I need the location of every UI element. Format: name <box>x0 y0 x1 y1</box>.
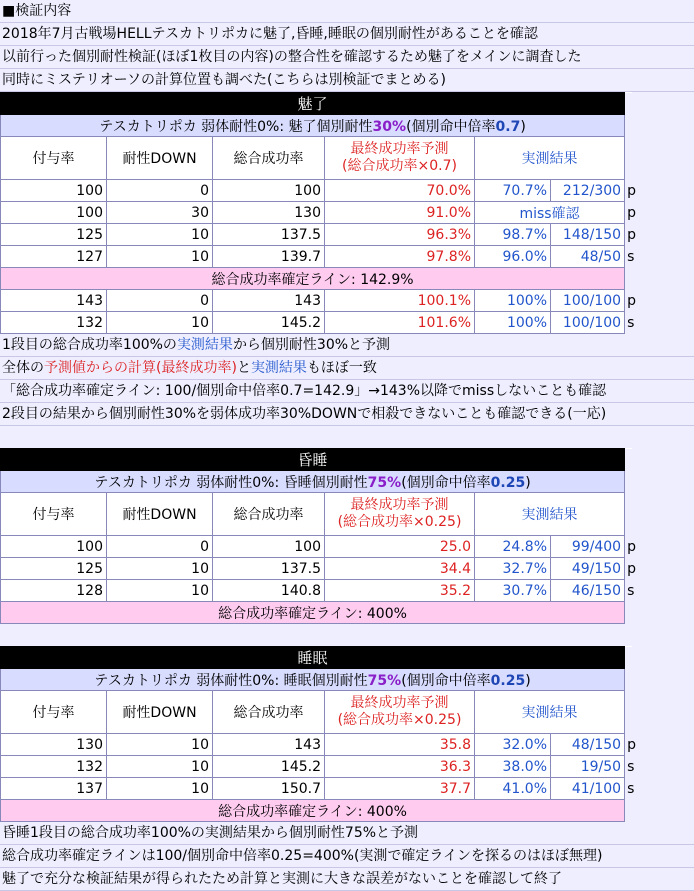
threshold-band: 総合成功率確定ライン: 142.9% <box>1 268 625 290</box>
table-cell <box>625 493 632 536</box>
table-row <box>1 224 632 246</box>
table-row <box>1 558 632 580</box>
table-cell: p <box>625 202 632 224</box>
table-row <box>1 312 632 334</box>
sleep-table <box>0 646 636 822</box>
table-cell: 10 <box>107 734 213 756</box>
table-cell: 34.4 <box>325 558 475 580</box>
table-cell: 137.5 <box>213 558 325 580</box>
col-header-down: 耐性DOWN <box>107 493 213 536</box>
table-cell: 30 <box>107 202 213 224</box>
table-cell: 127 <box>1 246 107 268</box>
table-cell: 36.3 <box>325 756 475 778</box>
table-cell: 48/150 <box>551 734 625 756</box>
table-subtitle: テスカトリポカ 弱体耐性0%: 睡眠個別耐性75%(個別命中倍率0.25) <box>1 669 625 691</box>
table-cell: 145.2 <box>213 756 325 778</box>
table-cell <box>625 471 632 493</box>
conclusion-line: 昏睡1段目の総合成功率100%の実測結果から個別耐性75%と予測 <box>0 822 694 845</box>
table-cell: 10 <box>107 580 213 602</box>
table-cell: 130 <box>213 202 325 224</box>
table-cell: 30.7% <box>475 580 551 602</box>
table-cell: 100 <box>1 202 107 224</box>
table-cell: 143 <box>1 290 107 312</box>
table-title: 魅了 <box>1 93 625 115</box>
table-cell <box>625 93 632 115</box>
table-cell: p <box>625 290 632 312</box>
table-cell: 100% <box>475 290 551 312</box>
col-header-measured: 実測結果 <box>475 493 625 536</box>
table-cell: p <box>625 224 632 246</box>
table-cell: 10 <box>107 312 213 334</box>
col-header-measured: 実測結果 <box>475 137 625 180</box>
table-cell: 32.0% <box>475 734 551 756</box>
table-cell: 100/100 <box>551 312 625 334</box>
table-cell: 48/50 <box>551 246 625 268</box>
col-header-final: 最終成功率予測 (総合成功率×0.25) <box>325 493 475 536</box>
notes-block <box>0 334 694 426</box>
table-cell: 137 <box>1 778 107 800</box>
table-row <box>1 202 632 224</box>
table-cell: 125 <box>1 558 107 580</box>
table-cell: 212/300 <box>551 180 625 202</box>
table-cell: 100 <box>1 180 107 202</box>
table-cell: 41/100 <box>551 778 625 800</box>
table-cell: 100% <box>475 312 551 334</box>
table-cell: 96.3% <box>325 224 475 246</box>
col-header-total: 総合成功率 <box>213 493 325 536</box>
table-cell: 49/150 <box>551 558 625 580</box>
col-header-down: 耐性DOWN <box>107 137 213 180</box>
table-cell: p <box>625 536 632 558</box>
table-cell <box>625 647 632 669</box>
table-cell: 98.7% <box>475 224 551 246</box>
table-cell <box>625 669 632 691</box>
table-cell: 0 <box>107 180 213 202</box>
conclusion-line: 総合成功率確定ラインは100/個別命中倍率0.25=400%(実測で確定ラインを探るのはほぼ無理) <box>0 845 694 868</box>
threshold-band: 総合成功率確定ライン: 400% <box>1 602 625 624</box>
table-cell: 70.0% <box>325 180 475 202</box>
table-cell: 128 <box>1 580 107 602</box>
table-cell: 91.0% <box>325 202 475 224</box>
table-cell: 139.7 <box>213 246 325 268</box>
table-cell: 35.2 <box>325 580 475 602</box>
table-cell <box>625 800 632 822</box>
note-line: 「総合成功率確定ライン: 100/個別命中倍率0.7=142.9」→143%以降でmissしないことも確認 <box>0 380 694 403</box>
table-cell <box>625 137 632 180</box>
table-cell: 130 <box>1 734 107 756</box>
table-cell: 19/50 <box>551 756 625 778</box>
table-cell: 10 <box>107 778 213 800</box>
table-cell: 97.8% <box>325 246 475 268</box>
table-cell: s <box>625 580 632 602</box>
table-cell: 143 <box>213 290 325 312</box>
table-cell <box>625 602 632 624</box>
table-cell <box>625 115 632 137</box>
table-cell: s <box>625 756 632 778</box>
note-line: 2段目の結果から個別耐性30%を弱体成功率30%DOWNで相殺できないことも確認できる(一応) <box>0 403 694 426</box>
col-header-total: 総合成功率 <box>213 137 325 180</box>
table-cell: 145.2 <box>213 312 325 334</box>
table-cell: 10 <box>107 558 213 580</box>
table-cell: 132 <box>1 756 107 778</box>
table-cell: 125 <box>1 224 107 246</box>
table-cell: 0 <box>107 290 213 312</box>
table-row <box>1 778 632 800</box>
table-cell <box>625 691 632 734</box>
conclusion-block <box>0 822 694 891</box>
table-subtitle: テスカトリポカ 弱体耐性0%: 昏睡個別耐性75%(個別命中倍率0.25) <box>1 471 625 493</box>
table-cell: p <box>625 734 632 756</box>
table-cell: 37.7 <box>325 778 475 800</box>
conclusion-line: 魅了で充分な検証結果が得られたため計算と実測に大きな誤差がないことを確認して終了 <box>0 868 694 891</box>
col-header-rate: 付与率 <box>1 691 107 734</box>
table-cell: p <box>625 180 632 202</box>
table-cell: 148/150 <box>551 224 625 246</box>
table-row <box>1 536 632 558</box>
table-row <box>1 756 632 778</box>
table-cell: 101.6% <box>325 312 475 334</box>
threshold-band: 総合成功率確定ライン: 400% <box>1 800 625 822</box>
table-cell: 99/400 <box>551 536 625 558</box>
col-header-measured: 実測結果 <box>475 691 625 734</box>
table-cell: 100 <box>213 180 325 202</box>
col-header-down: 耐性DOWN <box>107 691 213 734</box>
table-cell <box>625 449 632 471</box>
table-cell: 140.8 <box>213 580 325 602</box>
section-heading: ■検証内容 <box>0 0 694 23</box>
table-cell: 41.0% <box>475 778 551 800</box>
table-cell: 24.8% <box>475 536 551 558</box>
table-cell: 32.7% <box>475 558 551 580</box>
table-row <box>1 180 632 202</box>
table-cell: 137.5 <box>213 224 325 246</box>
table-cell: 25.0 <box>325 536 475 558</box>
table-cell: 0 <box>107 536 213 558</box>
intro-line: 同時にミステリオーソの計算位置も調べた(こちらは別検証でまとめる) <box>0 69 694 92</box>
note-line: 全体の予測値からの計算(最終成功率)と実測結果もほぼ一致 <box>0 357 694 380</box>
table-subtitle: テスカトリポカ 弱体耐性0%: 魅了個別耐性30%(個別命中倍率0.7) <box>1 115 625 137</box>
table-cell: 100.1% <box>325 290 475 312</box>
table-title: 昏睡 <box>1 449 625 471</box>
table-cell: 10 <box>107 756 213 778</box>
col-header-rate: 付与率 <box>1 137 107 180</box>
col-header-total: 総合成功率 <box>213 691 325 734</box>
table-cell: s <box>625 246 632 268</box>
intro-line: 2018年7月古戦場HELLテスカトリポカに魅了,昏睡,睡眠の個別耐性があることを確認 <box>0 23 694 46</box>
table-row <box>1 734 632 756</box>
table-title: 睡眠 <box>1 647 625 669</box>
table-cell: 35.8 <box>325 734 475 756</box>
table-cell: 46/150 <box>551 580 625 602</box>
col-header-rate: 付与率 <box>1 493 107 536</box>
table-cell: 100 <box>1 536 107 558</box>
table-cell: 38.0% <box>475 756 551 778</box>
table-row <box>1 290 632 312</box>
table-cell: 10 <box>107 246 213 268</box>
col-header-final: 最終成功率予測 (総合成功率×0.25) <box>325 691 475 734</box>
charm-table <box>0 92 636 334</box>
table-cell: 132 <box>1 312 107 334</box>
table-cell: 143 <box>213 734 325 756</box>
table-cell: p <box>625 558 632 580</box>
table-cell: s <box>625 778 632 800</box>
table-cell: 10 <box>107 224 213 246</box>
table-row <box>1 246 632 268</box>
col-header-final: 最終成功率予測 (総合成功率×0.7) <box>325 137 475 180</box>
table-cell: 100/100 <box>551 290 625 312</box>
table-cell: 150.7 <box>213 778 325 800</box>
note-line: 1段目の総合成功率100%の実測結果から個別耐性30%と予測 <box>0 334 694 357</box>
table-cell: 96.0% <box>475 246 551 268</box>
table-row <box>1 580 632 602</box>
table-cell: miss確認 <box>475 202 625 224</box>
table-cell <box>625 268 632 290</box>
table-cell: 100 <box>213 536 325 558</box>
intro-line: 以前行った個別耐性検証(ほぼ1枚目の内容)の整合性を確認するため魅了をメインに調査した <box>0 46 694 69</box>
intro-block <box>0 0 694 92</box>
table-cell: s <box>625 312 632 334</box>
coma-table <box>0 448 636 624</box>
table-cell: 70.7% <box>475 180 551 202</box>
